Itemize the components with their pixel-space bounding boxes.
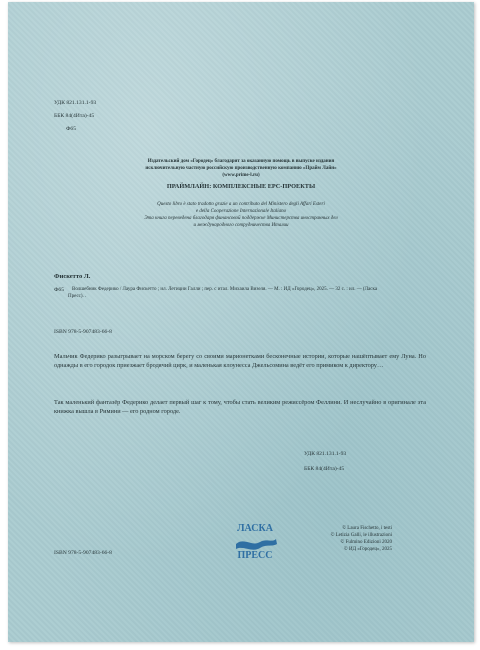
- catalog-code: Ф65: [54, 287, 65, 293]
- publisher-thanks: [48, 158, 434, 179]
- copyright-line: © ИД «Городец», 2025: [343, 547, 392, 552]
- publisher-thanks-line: (www.prime-l.ru): [222, 173, 260, 178]
- isbn-bottom: ISBN 978-5-907483-66-8: [54, 550, 112, 556]
- author-heading: Фискетто Л.: [54, 273, 91, 280]
- primeline-title: ПРАЙМЛАЙН: КОМПЛЕКСНЫЕ EPC-ПРОЕКТЫ: [166, 183, 316, 190]
- publisher-thanks-line: Издательский дом «Городец» благодарит за оказанную помощь в выпуске издания: [147, 159, 335, 164]
- bbk-code-top: ББК 84(4Ита)-45: [54, 113, 95, 119]
- copyright-line: © Laura Fischetto, i testi: [342, 526, 392, 531]
- logo-text-bottom: ПРЕСС: [237, 550, 273, 560]
- isbn-middle: ISBN 978-5-907483-66-8: [54, 329, 112, 335]
- annotation-paragraph-2: Так маленький фантазёр Федерико делает первый шаг к тому, чтобы стать великим режиссёром Феллини. И неслучайно в оригинале эта книжка вышла в Римини — его родном городе.: [54, 399, 426, 415]
- udk-code-top: УДК 821.131.1-93: [54, 100, 97, 106]
- author-sign-top: Ф65: [66, 126, 77, 132]
- bbk-code-bottom: ББК 84(4Ита)-45: [304, 466, 345, 472]
- copyright-block: [282, 525, 392, 553]
- copyright-line: © Letizia Galli, le illustrazioni: [330, 533, 392, 538]
- translation-support: [48, 201, 434, 229]
- weasel-icon: [230, 520, 280, 560]
- publisher-thanks-line: исключительную частную российскую производственную компанию «Прайм Лайн»: [145, 166, 337, 171]
- book-imprint-page: [8, 2, 474, 642]
- logo-text-top: ЛАСКА: [237, 523, 273, 534]
- translation-support-line: e della Cooperazione Internazionale Italiano: [195, 209, 287, 214]
- annotation-paragraph-1: Мальчик Федерико разыгрывает на морском берегу со своими марионетками бесконечные истории, которые нашёптывает ему Луна. Но однажды в его городок приезжает бродячий цирк, и маленькая клоунесса Джельсомина ведёт его примиком к директору…: [54, 353, 426, 369]
- translation-support-line: и международного сотрудничества Италии: [193, 223, 289, 228]
- udk-code-bottom: УДК 821.131.1-93: [304, 451, 347, 457]
- catalog-entry: Волшебник Федерико / Лаура Фискетто ; ил. Летиции Галли ; пер. с итал. Михаила Визеля. — М. : ИД «Городец», 2025. — 32 с. : ил. — (Ласка Пресс). .: [68, 287, 378, 299]
- translation-support-line: Questo libro è stato tradotto grazie a un contributo del Ministero degli Affari Esteri: [157, 202, 325, 207]
- translation-support-line: Эта книга переведена благодаря финансовой поддержке Министерства иностранных дел: [144, 216, 338, 221]
- copyright-line: © Fulmino Edizioni 2020: [340, 540, 392, 545]
- publisher-logo: [230, 520, 280, 560]
